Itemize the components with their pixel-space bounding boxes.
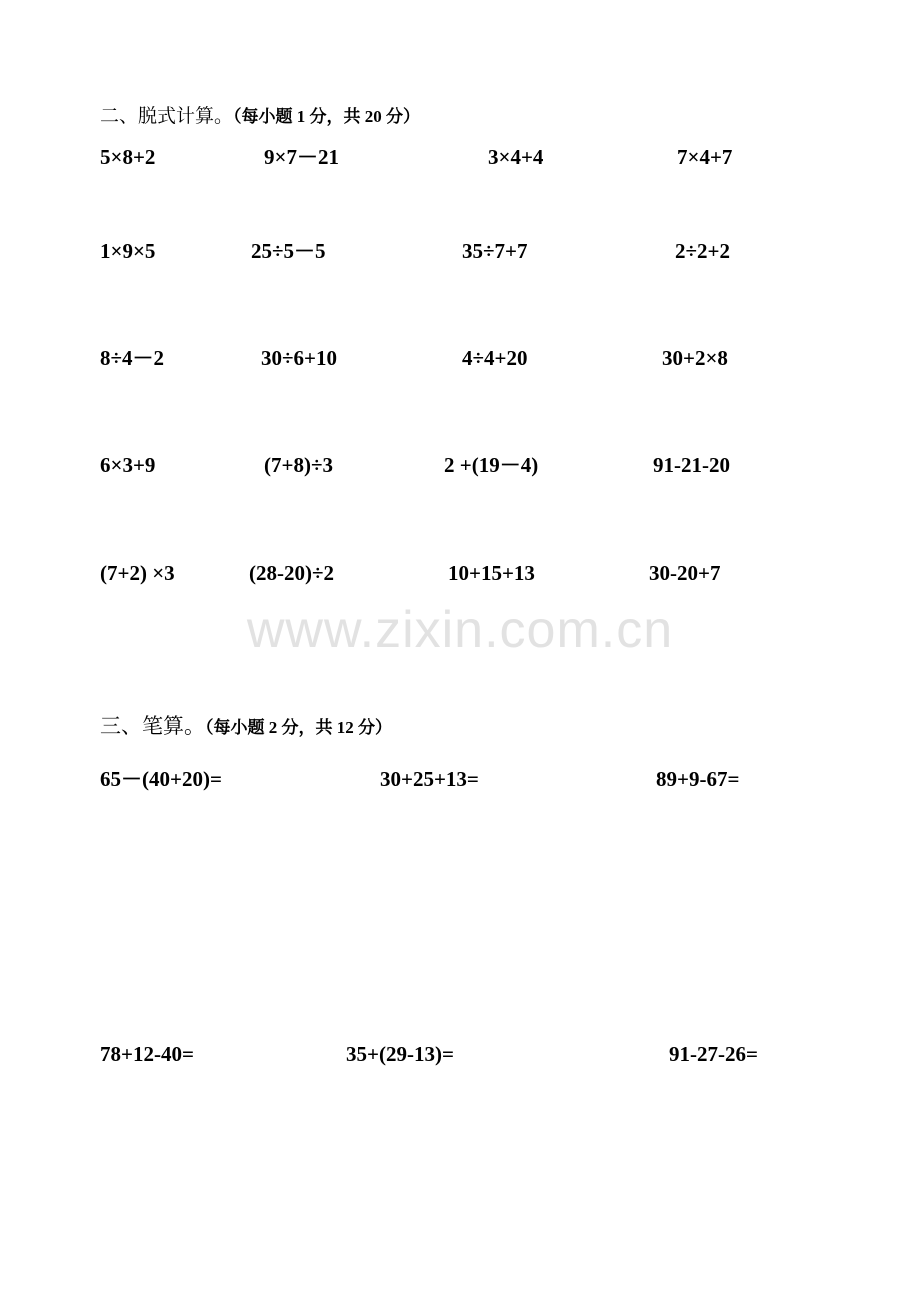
calc-problem: 35÷7+7 [462,239,528,263]
section-2-title: 二、脱式计算。 [100,105,234,127]
calc-problem: 7×4+7 [677,145,733,169]
calc-problem: 9×7－21 [264,145,339,169]
watermark: www.zixin.com.cn [246,601,674,659]
section-2-heading [100,101,420,128]
calc-problem: 3×4+4 [488,145,544,169]
calc-problem: 91-21-20 [653,453,730,477]
written-calc-problem: 30+25+13= [380,767,479,791]
written-calc-problem: 35+(29-13)= [346,1042,454,1066]
section-3-scoring-note: （每小题 2 分，共 12 分） [205,718,392,737]
calc-problem: 5×8+2 [100,145,156,169]
written-calc-problem: 78+12-40= [100,1042,194,1066]
calc-problem: 30÷6+10 [261,346,337,370]
calc-problem: 30-20+7 [649,561,721,585]
calc-problem: 30+2×8 [662,346,728,370]
section-3-heading [100,710,392,740]
calc-problem: (7+2) ×3 [100,561,175,585]
calc-problem: 1×9×5 [100,239,156,263]
calc-problem: 10+15+13 [448,561,535,585]
calc-problem: 2÷2+2 [675,239,730,263]
written-calc-problem: 65－(40+20)= [100,767,222,791]
written-calc-problem: 89+9-67= [656,767,740,791]
calc-problem: 2 +(19－4) [444,453,539,477]
section-2-scoring-note: （每小题 1 分，共 20 分） [233,107,421,126]
calc-problem: (28-20)÷2 [249,561,335,585]
calc-problem: (7+8)÷3 [264,453,333,477]
calc-problem: 6×3+9 [100,453,156,477]
calc-problem: 25÷5－5 [251,239,326,263]
calc-problem: 8÷4－2 [100,346,165,370]
written-calc-problem: 91-27-26= [669,1042,758,1066]
section-3-title: 三、笔算。 [100,714,205,738]
calc-problem: 4÷4+20 [462,346,528,370]
